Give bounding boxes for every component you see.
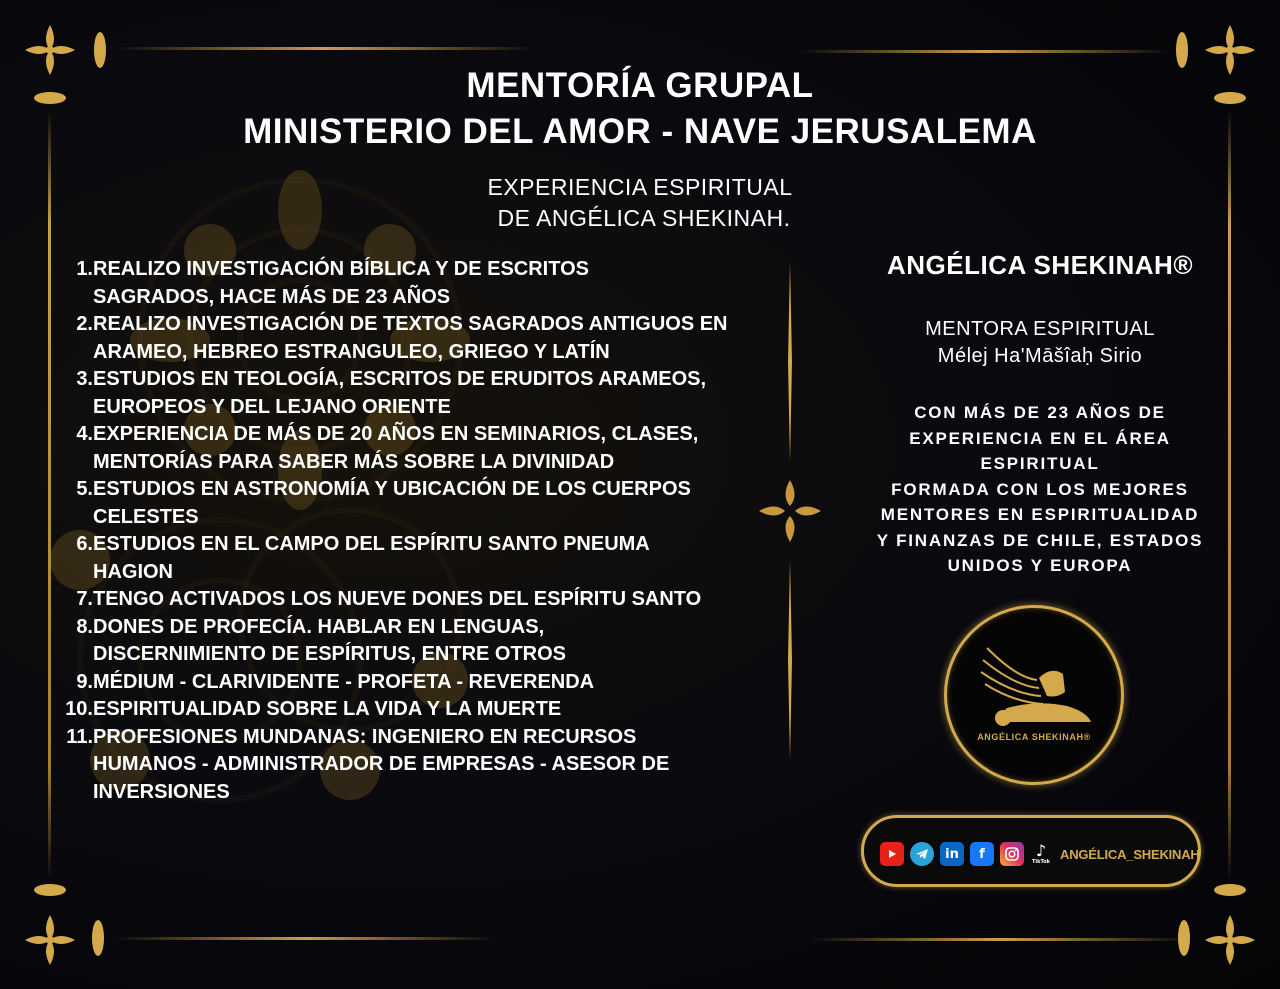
bio-line: UNIDOS Y EUROPA	[947, 556, 1133, 575]
bio-line: ESPIRITUAL	[980, 454, 1100, 473]
divider-line-top	[787, 262, 793, 462]
frame-bottom-left-line	[115, 937, 495, 940]
instagram-icon[interactable]	[1000, 842, 1024, 866]
divider-ornament-icon	[755, 476, 825, 546]
page-title-line2: MINISTERIO DEL AMOR - NAVE JERUSALEMA	[243, 112, 1037, 151]
telegram-icon[interactable]	[910, 842, 934, 866]
social-handle[interactable]: ANGÉLICA_SHEKINAH	[1060, 847, 1200, 862]
profile-name: ANGÉLICA SHEKINAH®	[887, 250, 1193, 280]
bio-line: FORMADA CON LOS MEJORES	[891, 479, 1189, 499]
list-item-number: 11.	[66, 725, 93, 748]
list-item	[58, 311, 748, 366]
list-item	[58, 366, 748, 421]
list-item-text: TENGO ACTIVADOS LOS NUEVE DONES DEL ESPÍRITU SANTO	[93, 588, 702, 610]
list-item-text: EXPERIENCIA DE MÁS DE 20 AÑOS EN SEMINARIOS, CLASES, MENTORÍAS PARA SABER MÁS SOBRE LA DIVINIDAD	[93, 423, 699, 473]
list-item	[58, 696, 748, 724]
list-item-text: REALIZO INVESTIGACIÓN BÍBLICA Y DE ESCRITOS SAGRADOS, HACE MÁS DE 23 AÑOS	[93, 258, 589, 308]
profile-bio	[830, 400, 1250, 579]
frame-bottom-right-line	[810, 938, 1190, 941]
list-item-number: 4.	[76, 423, 93, 445]
list-item-number: 10.	[65, 698, 93, 720]
social-icons	[880, 842, 1052, 866]
profile-role	[840, 316, 1240, 370]
page-subtitle	[0, 172, 1280, 234]
list-item-number: 3.	[76, 368, 93, 390]
list-item	[58, 669, 748, 697]
tiktok-icon[interactable]	[1030, 842, 1052, 866]
corner-ornament-bottom-left	[20, 880, 110, 970]
frame-top-left-line	[115, 47, 535, 50]
bio-line: EXPERIENCIA EN EL ÁREA	[909, 428, 1171, 448]
page-title: MENTORÍA GRUPAL	[466, 66, 814, 105]
bio-line: CON MÁS DE 23 AÑOS DE	[914, 403, 1166, 422]
facebook-icon[interactable]: f	[970, 842, 994, 866]
list-item-number: 2.	[76, 313, 93, 335]
youtube-icon[interactable]	[880, 842, 904, 866]
corner-ornament-bottom-right	[1170, 880, 1260, 970]
list-item	[58, 586, 748, 614]
list-item-text: ESTUDIOS EN ASTRONOMÍA Y UBICACIÓN DE LOS CUERPOS CELESTES	[93, 478, 691, 528]
list-item-number: 1.	[76, 258, 93, 280]
list-item-text: ESPIRITUALIDAD SOBRE LA VIDA Y LA MUERTE	[93, 698, 562, 720]
list-item	[58, 421, 748, 476]
sphinx-icon	[947, 608, 1121, 782]
list-item-number: 6.	[76, 533, 93, 555]
list-item-text: MÉDIUM - CLARIVIDENTE - PROFETA - REVERENDA	[93, 670, 595, 693]
list-item-text: DONES DE PROFECÍA. HABLAR EN LENGUAS, DISCERNIMIENTO DE ESPÍRITUS, ENTRE OTROS	[93, 615, 567, 665]
list-item-number: 8.	[76, 615, 93, 638]
list-item-text: ESTUDIOS EN TEOLOGÍA, ESCRITOS DE ERUDITOS ARAMEOS, EUROPEOS Y DEL LEJANO ORIENTE	[93, 368, 707, 418]
list-item-text: REALIZO INVESTIGACIÓN DE TEXTOS SAGRADOS ANTIGUOS EN ARAMEO, HEBREO ESTRANGULEO, GRIEGO Y LATÍN	[93, 313, 728, 363]
bio-line: MENTORES EN ESPIRITUALIDAD	[880, 505, 1200, 524]
list-item-number: 9.	[76, 670, 93, 693]
profile-role-subtitle: Mélej Ha'Māšîaḥ Sirio	[937, 345, 1143, 367]
tiktok-glyph: ♪	[1035, 841, 1047, 860]
brand-logo	[944, 605, 1124, 785]
social-bar	[861, 815, 1201, 887]
frame-top-right-line	[800, 50, 1170, 53]
list-item-number: 7.	[76, 588, 93, 610]
subtitle-line1: EXPERIENCIA ESPIRITUAL	[487, 174, 793, 200]
list-item	[58, 531, 748, 586]
list-item-text: PROFESIONES MUNDANAS: INGENIERO EN RECURSOS HUMANOS - ADMINISTRADOR DE EMPRESAS - ASESOR DE INVERSIONES	[93, 725, 670, 803]
logo-text: ANGÉLICA SHEKINAH®	[977, 732, 1091, 742]
linkedin-icon[interactable]: in	[940, 842, 964, 866]
list-item	[58, 614, 748, 669]
divider-line-bottom	[787, 560, 793, 760]
subtitle-line2: DE ANGÉLICA SHEKINAH.	[497, 205, 791, 231]
bio-line: Y FINANZAS DE CHILE, ESTADOS	[876, 530, 1204, 550]
list-item	[58, 476, 748, 531]
list-item-number: 5.	[76, 478, 93, 500]
list-item-text: ESTUDIOS EN EL CAMPO DEL ESPÍRITU SANTO PNEUMA HAGION	[93, 533, 649, 583]
achievements-list	[58, 256, 748, 806]
list-item	[58, 256, 748, 311]
tiktok-caption: TikTok	[1032, 859, 1050, 865]
profile-role-title: MENTORA ESPIRITUAL	[925, 318, 1155, 340]
list-item	[58, 724, 748, 807]
